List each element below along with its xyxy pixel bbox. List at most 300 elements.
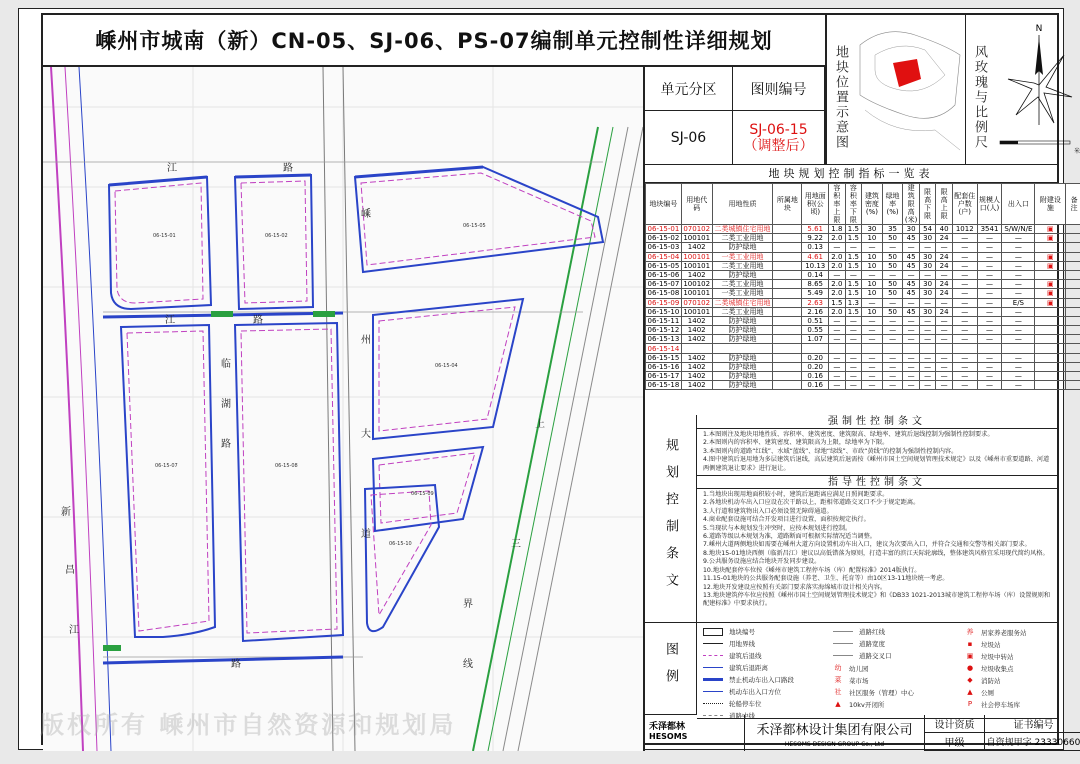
column-header: 容积率上限 <box>829 184 846 225</box>
table-cell: 防护绿地 <box>712 270 773 279</box>
clause-item: 4.商业配套设施可结合开发项目进行设置，面积按规定执行。 <box>703 516 870 524</box>
legend-item <box>965 627 1027 637</box>
table-row[interactable] <box>646 270 1080 279</box>
table-cell: — <box>829 270 846 279</box>
table-cell: — <box>936 298 953 307</box>
drawing-sheet <box>18 8 1080 750</box>
table-cell: 二类城镇住宅用地 <box>712 225 773 234</box>
table-cell: — <box>977 362 1002 371</box>
table-cell: 2.16 <box>802 307 829 316</box>
table-cell <box>1066 289 1080 298</box>
table-cell <box>773 362 802 371</box>
table-cell: — <box>919 362 936 371</box>
table-cell <box>862 344 883 353</box>
regulations-side-text: 规划控制条文 <box>663 437 678 600</box>
road-label: 江 <box>167 163 177 174</box>
table-cell: — <box>936 270 953 279</box>
table-cell <box>1066 362 1080 371</box>
table-cell: 100102 <box>683 280 711 289</box>
table-cell: — <box>936 353 953 362</box>
table-cell <box>977 344 1002 353</box>
table-cell: E/S <box>1002 298 1035 307</box>
table-cell: — <box>977 243 1002 252</box>
table-cell: 45 <box>903 261 920 270</box>
table-cell: 45 <box>903 280 920 289</box>
unit-label: 单元分区 <box>645 67 733 111</box>
legend-item <box>833 651 892 660</box>
table-cell: 06-15-06 <box>646 270 682 279</box>
column-header: 用地面积(公顷) <box>802 184 829 225</box>
table-row[interactable] <box>646 316 1080 325</box>
table-cell <box>773 261 802 270</box>
table-cell: 40 <box>936 225 953 234</box>
table-cell: 1.5 <box>845 280 862 289</box>
table-cell: 2.0 <box>829 280 846 289</box>
table-cell: — <box>1002 307 1035 316</box>
table-cell: ▣ <box>1035 261 1066 270</box>
table-cell: 06-15-16 <box>646 362 682 371</box>
legend-symbol: ◆ <box>967 676 973 684</box>
table-row[interactable] <box>646 252 1080 261</box>
table-cell: ▣ <box>1035 289 1066 298</box>
table-cell <box>773 252 802 261</box>
table-cell: — <box>952 261 977 270</box>
table-cell: 0.16 <box>802 372 829 381</box>
table-cell: 1402 <box>681 335 712 344</box>
table-cell: — <box>1002 270 1035 279</box>
legend-label: 用地界线 <box>729 640 755 648</box>
clause-item: 11.15-01地块的公共服务配套设施（养老、卫生、托育等）由10区13-11地块统一考虑。 <box>703 575 949 583</box>
logo-en: HESOMS <box>649 732 688 741</box>
river-label: 新 <box>61 507 71 518</box>
table-row[interactable] <box>646 289 1080 298</box>
legend-label: 社会停车场库 <box>981 700 1020 709</box>
table-cell: 24 <box>936 234 953 243</box>
table-cell: — <box>829 381 846 390</box>
legend-symbol: ▣ <box>966 652 974 660</box>
clause-item: 7.嵊州大道两侧地块如需要在嵊州大道方向设置机动车出入口，建议为次要出入口，并符合交通和交警等相关部门要求。 <box>703 541 1031 549</box>
site-location-marker <box>893 59 921 87</box>
table-cell <box>773 243 802 252</box>
parcel-06-15-08[interactable] <box>235 323 343 641</box>
table-cell: 30 <box>919 261 936 270</box>
legend-item <box>833 639 885 648</box>
table-cell: — <box>903 362 920 371</box>
legend-label: 道路交叉口 <box>859 652 892 660</box>
table-cell: — <box>977 307 1002 316</box>
table-cell: 二类工业用地 <box>712 261 773 270</box>
table-cell: 8.65 <box>802 280 829 289</box>
table-cell <box>1035 326 1066 335</box>
location-map-label: 地块位置示意图 <box>833 45 848 150</box>
table-cell: — <box>845 316 862 325</box>
clause-item: 6.道路等级以本规划为准，道路断面可根据实际情况适当调整。 <box>703 533 876 541</box>
table-cell: — <box>977 252 1002 261</box>
table-cell <box>773 280 802 289</box>
table-cell: — <box>1002 353 1035 362</box>
column-header: 容积率下限 <box>845 184 862 225</box>
table-cell: 45 <box>903 289 920 298</box>
table-cell <box>773 307 802 316</box>
table-cell: — <box>882 381 903 390</box>
table-cell: — <box>862 353 883 362</box>
table-cell: — <box>919 326 936 335</box>
cert-value: 自资规甲字 23330660 <box>985 733 1080 751</box>
table-cell: 100101 <box>683 234 711 243</box>
column-header: 地块编号 <box>646 184 682 225</box>
column-header: 规模人口(人) <box>977 184 1002 225</box>
parcel-label: 06-15-02 <box>265 233 288 239</box>
table-cell: 二类工业用地 <box>712 280 773 289</box>
road-label: 界 <box>463 599 473 610</box>
table-cell: — <box>829 372 846 381</box>
table-cell <box>1035 335 1066 344</box>
table-cell <box>936 344 953 353</box>
table-cell: — <box>882 353 903 362</box>
table-cell: 防护绿地 <box>712 335 773 344</box>
plan-map-drawing <box>43 67 645 751</box>
clause-item: 4.图中建筑后退用地为多层建筑后退线，高层建筑后退需按《嵊州市国土空间规划管理技术规定》以及《嵊州市重要道路、河道两侧建筑退让要求》进行退让。 <box>703 456 1050 472</box>
wind-rose-label: 风玫瑰与比例尺 <box>972 45 987 150</box>
table-cell: 二类工业用地 <box>712 234 773 243</box>
legend-symbol: 幼 <box>834 664 842 672</box>
table-cell: — <box>977 298 1002 307</box>
legend-label: 道路红线 <box>859 628 885 636</box>
table-cell <box>1066 307 1080 316</box>
table-row[interactable] <box>646 234 1080 243</box>
road-label: 三 <box>511 539 521 550</box>
table-cell: — <box>952 316 977 325</box>
table-cell: — <box>882 326 903 335</box>
road-label: 路 <box>253 315 263 326</box>
table-cell <box>1066 372 1080 381</box>
table-cell: — <box>862 381 883 390</box>
table-cell: — <box>1002 372 1035 381</box>
column-header: 建筑密度(%) <box>862 184 883 225</box>
table-cell: — <box>919 372 936 381</box>
legend-item <box>965 675 1001 685</box>
page-title: 嵊州市城南（新）CN-05、SJ-06、PS-07编制单元控制性详细规划 <box>95 29 773 53</box>
table-cell: 防护绿地 <box>712 326 773 335</box>
mandatory-title: 强制性控制条文 <box>697 415 1057 429</box>
table-cell: — <box>977 280 1002 289</box>
legend-symbol <box>703 655 723 656</box>
table-cell: 1.5 <box>845 261 862 270</box>
legend-item <box>703 627 755 636</box>
legend-label: 公厕 <box>981 688 994 697</box>
legend-item <box>703 639 755 648</box>
legend-symbol: P <box>967 700 973 708</box>
clause-item: 3.人行道和建筑物出入口必须设置无障碍通道。 <box>703 507 833 515</box>
table-cell: 2.0 <box>829 307 846 316</box>
table-cell: — <box>862 243 883 252</box>
green-belt <box>103 645 121 651</box>
column-header: 限高下限 <box>919 184 936 225</box>
table-cell: — <box>903 270 920 279</box>
table-cell: — <box>977 372 1002 381</box>
table-cell: — <box>903 353 920 362</box>
table-cell <box>1035 381 1066 390</box>
table-cell: 10 <box>862 289 883 298</box>
table-cell: — <box>977 326 1002 335</box>
table-cell: 100101 <box>683 289 711 298</box>
table-cell: 070102 <box>683 225 711 234</box>
legend-label: 社区服务（管理）中心 <box>849 688 914 697</box>
parcel-06-15-04[interactable] <box>373 299 523 439</box>
table-cell: — <box>845 362 862 371</box>
table-cell: — <box>1002 362 1035 371</box>
table-cell: — <box>829 243 846 252</box>
legend-side-label <box>645 623 697 715</box>
table-cell: 06-15-01 <box>646 225 682 234</box>
table-cell: 06-15-18 <box>646 381 682 390</box>
table-cell: — <box>1002 326 1035 335</box>
table-cell: — <box>952 280 977 289</box>
legend-item <box>833 699 884 709</box>
table-cell <box>1066 335 1080 344</box>
table-cell <box>1066 225 1080 234</box>
table-cell: 0.14 <box>802 270 829 279</box>
sheet-status: （调整后） <box>743 137 814 154</box>
company-name-en: HESOMS DESIGN GROUP Co., Ltd <box>784 741 885 748</box>
column-header: 建筑限高(米) <box>903 184 920 225</box>
unit-value: SJ-06 <box>645 111 733 165</box>
table-cell: 10.13 <box>802 261 829 270</box>
watermark: 版权所有 嵊州市自然资源和规划局 <box>40 711 457 739</box>
table-cell: — <box>1002 243 1035 252</box>
sheet-label: 图则编号 <box>733 67 825 111</box>
column-header: 用地代码 <box>681 184 712 225</box>
table-cell: — <box>862 326 883 335</box>
table-cell: 45 <box>903 234 920 243</box>
table-cell: — <box>903 335 920 344</box>
legend-item <box>833 675 869 685</box>
table-cell: — <box>1002 335 1035 344</box>
table-cell: 1.5 <box>845 252 862 261</box>
table-cell: — <box>952 298 977 307</box>
table-cell: 45 <box>903 252 920 261</box>
parcel-label: 06-15-01 <box>153 233 176 239</box>
table-row[interactable] <box>646 362 1080 371</box>
road-label: 路 <box>283 163 293 174</box>
table-cell: 1402 <box>681 316 712 325</box>
parcel-06-15-07[interactable] <box>121 325 215 637</box>
table-cell: 06-15-10 <box>646 307 682 316</box>
company-name: 禾泽都林设计集团有限公司 <box>756 723 913 738</box>
table-cell: — <box>919 316 936 325</box>
clause-item: 1.当地块出现用地面积较小时，建筑后退距离应满足日照间距要求。 <box>703 491 889 499</box>
parcel-06-15-02[interactable] <box>235 175 313 309</box>
table-cell: — <box>936 335 953 344</box>
table-cell: — <box>936 381 953 390</box>
table-cell: 06-15-09 <box>646 298 682 307</box>
regulations-body <box>697 415 1057 623</box>
road-label: 道 <box>361 529 371 540</box>
table-cell: — <box>862 372 883 381</box>
table-cell: — <box>936 316 953 325</box>
table-cell: — <box>936 243 953 252</box>
table-cell: 二类工业用地 <box>712 307 773 316</box>
table-cell <box>1035 307 1066 316</box>
table-row[interactable] <box>646 335 1080 344</box>
table-cell: 防护绿地 <box>712 362 773 371</box>
table-cell <box>1066 326 1080 335</box>
table-cell: 1.8 <box>829 225 846 234</box>
table-cell: — <box>882 316 903 325</box>
table-cell <box>773 234 802 243</box>
table-cell: — <box>903 316 920 325</box>
table-cell: 06-15-03 <box>646 243 682 252</box>
table-row[interactable] <box>646 344 1080 353</box>
table-cell <box>802 344 829 353</box>
table-cell: 30 <box>903 225 920 234</box>
table-cell: — <box>882 335 903 344</box>
table-cell <box>1066 298 1080 307</box>
table-cell: — <box>952 381 977 390</box>
clause-item: 13.地块建筑停车位应按照《嵊州市国土空间规划管理技术规定》和《DB33 1021-2013城市建筑工程停车场（库）设置规则和配建标准》中要求执行。 <box>703 591 1051 608</box>
table-cell: 30 <box>919 307 936 316</box>
table-cell <box>1066 243 1080 252</box>
table-cell <box>773 344 802 353</box>
parcel-06-15-01[interactable] <box>109 177 211 309</box>
legend-item <box>965 663 1014 673</box>
table-row[interactable] <box>646 298 1080 307</box>
table-row[interactable] <box>646 225 1080 234</box>
legend-item <box>833 663 869 673</box>
table-cell: — <box>977 270 1002 279</box>
table-cell: — <box>903 298 920 307</box>
table-row[interactable] <box>646 243 1080 252</box>
table-cell: — <box>829 335 846 344</box>
table-row[interactable] <box>646 353 1080 362</box>
river-label: 昌 <box>65 565 75 576</box>
table-cell: — <box>829 326 846 335</box>
table-cell: ▣ <box>1035 225 1066 234</box>
table-cell: — <box>919 270 936 279</box>
table-cell: — <box>845 326 862 335</box>
table-cell: 30 <box>919 289 936 298</box>
clause-item: 12.地块开发建设应按照有关部门要求落实海绵城市设计相关内容。 <box>703 583 887 591</box>
sheet-value <box>733 111 825 165</box>
table-cell <box>773 335 802 344</box>
location-map-box <box>825 15 965 165</box>
table-cell: 5.49 <box>802 289 829 298</box>
table-cell: 1.5 <box>829 298 846 307</box>
table-cell: — <box>977 381 1002 390</box>
table-cell: — <box>829 316 846 325</box>
clause-item: 8.地块15-01地块西侧（临新昌江）建议以高低错落为原则，打造丰富的滨江天际轮廓线，整体建筑风格宜采用现代简约风格。 <box>703 549 1049 557</box>
cert-label: 证书编号 <box>985 715 1080 733</box>
road-label: 上 <box>535 419 545 430</box>
table-cell: 50 <box>882 252 903 261</box>
legend-label: 10kv开闭所 <box>849 700 885 709</box>
parcel-06-15-05[interactable] <box>355 167 603 272</box>
column-header: 限高上限 <box>936 184 953 225</box>
sheet-number: SJ-06-15 <box>749 121 808 138</box>
river-label: 江 <box>69 625 79 636</box>
table-cell: — <box>882 362 903 371</box>
table-cell: 1402 <box>681 353 712 362</box>
table-cell: — <box>862 316 883 325</box>
table-cell: — <box>1002 280 1035 289</box>
table-cell: 防护绿地 <box>712 372 773 381</box>
logo-cn: 禾泽都林 <box>649 722 686 732</box>
road-label: 线 <box>463 659 473 670</box>
legend-label: 道路中线 <box>729 712 755 720</box>
table-cell: — <box>919 353 936 362</box>
table-cell: — <box>952 252 977 261</box>
table-row[interactable] <box>646 280 1080 289</box>
table-cell: 06-15-07 <box>646 280 682 289</box>
table-cell <box>1066 316 1080 325</box>
table-row[interactable] <box>646 372 1080 381</box>
table-cell <box>773 326 802 335</box>
guidance-clauses <box>697 489 1057 611</box>
wind-rose-icon <box>994 15 1080 163</box>
parcel-label: 06-15-07 <box>155 463 178 469</box>
table-cell: 06-15-08 <box>646 289 682 298</box>
table-cell: 1402 <box>681 362 712 371</box>
mandatory-clauses <box>697 429 1057 475</box>
table-cell: — <box>862 298 883 307</box>
legend-label: 居家养老服务站 <box>981 628 1027 637</box>
table-cell: ▣ <box>1035 298 1066 307</box>
table-cell: — <box>845 381 862 390</box>
table-row[interactable] <box>646 326 1080 335</box>
table-cell: 2.0 <box>829 252 846 261</box>
table-cell: 30 <box>862 225 883 234</box>
legend-label: 地块编号 <box>729 628 755 636</box>
table-cell <box>919 344 936 353</box>
clause-item: 9.公共服务设施应结合地块开发同步建设。 <box>703 558 821 566</box>
table-cell: 06-15-02 <box>646 234 682 243</box>
company-logo <box>645 715 745 751</box>
table-row[interactable] <box>646 381 1080 390</box>
table-row[interactable] <box>646 261 1080 270</box>
table-cell: — <box>977 353 1002 362</box>
table-cell: — <box>952 289 977 298</box>
table-cell: 0.55 <box>802 326 829 335</box>
legend-label: 消防站 <box>981 676 1001 685</box>
table-cell: 1012 <box>952 225 977 234</box>
table-cell: 50 <box>882 261 903 270</box>
table-cell: 2.0 <box>829 289 846 298</box>
legend-symbol <box>833 643 853 644</box>
legend-symbol: ● <box>966 664 974 672</box>
plan-map <box>43 67 645 751</box>
table-cell <box>952 344 977 353</box>
table-cell: — <box>952 326 977 335</box>
parcel-label: 06-15-05 <box>463 223 486 229</box>
column-header: 备注 <box>1066 184 1080 225</box>
table-cell: 3541 <box>977 225 1002 234</box>
legend-label: 机动车出入口方位 <box>729 688 781 696</box>
table-row[interactable] <box>646 307 1080 316</box>
table-cell: — <box>862 335 883 344</box>
table-cell: 06-15-04 <box>646 252 682 261</box>
table-cell: 1.5 <box>845 234 862 243</box>
parcel-06-15-09[interactable] <box>373 447 483 531</box>
table-cell: 06-15-05 <box>646 261 682 270</box>
parcel-06-15-10[interactable] <box>365 485 439 631</box>
table-cell <box>903 344 920 353</box>
table-cell: — <box>919 243 936 252</box>
legend <box>697 623 1057 719</box>
legend-item <box>703 663 768 672</box>
clause-item: 3.本图则内的道路“红线”、水域“蓝线”、绿地“绿线”、市政“黄线”的控制为强制性控制内容。 <box>703 447 958 455</box>
table-cell: 9.22 <box>802 234 829 243</box>
legend-symbol: 社 <box>834 688 842 696</box>
